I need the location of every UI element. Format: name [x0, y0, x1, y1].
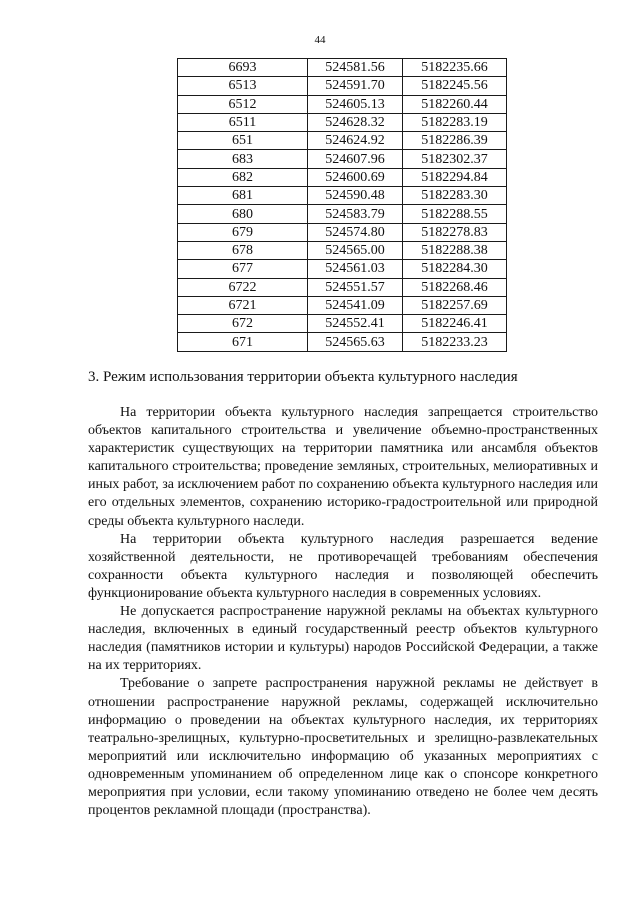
- table-row: [178, 168, 507, 186]
- table-row: [178, 278, 507, 296]
- paragraph-advertising-ban: Не допускается распространение наружной рекламы на объектах культурного наследия, включенных в единый государственный реестр объектов культурного наследия (памятников истории и культуры) народов Российской Федерации, а также на их территориях.: [88, 604, 598, 674]
- y-coordinate-cell: 5182288.55: [403, 205, 507, 223]
- point-number-cell: 6511: [178, 113, 308, 131]
- point-number-cell: 6693: [178, 59, 308, 77]
- paragraph-advertising-exception: Требование о запрете распространения наружной рекламы не действует в отношении распространение наружной рекламы, содержащей исключительно информацию о проведении на объектах культурного наследия, их территориях театрально-зрелищных, культурно-просветительных и зрелищно-развлекательных мероприятий или исключительно информацию об указанных мероприятиях с одновременным упоминанием об определенном лице как о спонсоре конкретного мероприятия при условии, если такому упоминанию отведено не более чем десять процентов рекламной площади (пространства).: [88, 676, 598, 819]
- x-coordinate-cell: 524583.79: [308, 205, 403, 223]
- point-number-cell: 678: [178, 241, 308, 259]
- table-row: [178, 150, 507, 168]
- point-number-cell: 679: [178, 223, 308, 241]
- y-coordinate-cell: 5182260.44: [403, 95, 507, 113]
- point-number-cell: 672: [178, 315, 308, 333]
- point-number-cell: 671: [178, 333, 308, 351]
- x-coordinate-cell: 524607.96: [308, 150, 403, 168]
- y-coordinate-cell: 5182235.66: [403, 59, 507, 77]
- table-row: [178, 59, 507, 77]
- table-row: [178, 205, 507, 223]
- point-number-cell: 6721: [178, 296, 308, 314]
- paragraph-permitted-activity: На территории объекта культурного наследия разрешается ведение хозяйственной деятельности, не противоречащей требованиям обеспечения сохранности объекта культурного наследия и позволяющей обеспечить функционирование объекта культурного наследия в современных условиях.: [88, 531, 598, 601]
- y-coordinate-cell: 5182286.39: [403, 132, 507, 150]
- x-coordinate-cell: 524591.70: [308, 77, 403, 95]
- y-coordinate-cell: 5182245.56: [403, 77, 507, 95]
- point-number-cell: 6512: [178, 95, 308, 113]
- table-row: [178, 296, 507, 314]
- table-row: [178, 260, 507, 278]
- table-row: [178, 241, 507, 259]
- table-row: [178, 95, 507, 113]
- point-number-cell: 683: [178, 150, 308, 168]
- y-coordinate-cell: 5182284.30: [403, 260, 507, 278]
- y-coordinate-cell: 5182278.83: [403, 223, 507, 241]
- y-coordinate-cell: 5182233.23: [403, 333, 507, 351]
- x-coordinate-cell: 524565.63: [308, 333, 403, 351]
- x-coordinate-cell: 524600.69: [308, 168, 403, 186]
- table-row: [178, 315, 507, 333]
- table-row: [178, 77, 507, 95]
- x-coordinate-cell: 524628.32: [308, 113, 403, 131]
- x-coordinate-cell: 524574.80: [308, 223, 403, 241]
- x-coordinate-cell: 524590.48: [308, 187, 403, 205]
- point-number-cell: 6513: [178, 77, 308, 95]
- table-row: [178, 223, 507, 241]
- table-row: [178, 187, 507, 205]
- x-coordinate-cell: 524561.03: [308, 260, 403, 278]
- point-number-cell: 682: [178, 168, 308, 186]
- y-coordinate-cell: 5182288.38: [403, 241, 507, 259]
- y-coordinate-cell: 5182257.69: [403, 296, 507, 314]
- point-number-cell: 681: [178, 187, 308, 205]
- section-title: 3. Режим использования территории объекта культурного наследия: [88, 369, 518, 385]
- table-row: [178, 113, 507, 131]
- y-coordinate-cell: 5182268.46: [403, 278, 507, 296]
- x-coordinate-cell: 524552.41: [308, 315, 403, 333]
- x-coordinate-cell: 524581.56: [308, 59, 403, 77]
- point-number-cell: 651: [178, 132, 308, 150]
- point-number-cell: 6722: [178, 278, 308, 296]
- table-row: [178, 132, 507, 150]
- y-coordinate-cell: 5182283.19: [403, 113, 507, 131]
- table-row: [178, 333, 507, 351]
- y-coordinate-cell: 5182294.84: [403, 168, 507, 186]
- page-number: 44: [314, 34, 326, 46]
- y-coordinate-cell: 5182302.37: [403, 150, 507, 168]
- y-coordinate-cell: 5182246.41: [403, 315, 507, 333]
- section-body: [88, 404, 598, 820]
- x-coordinate-cell: 524565.00: [308, 241, 403, 259]
- x-coordinate-cell: 524624.92: [308, 132, 403, 150]
- x-coordinate-cell: 524605.13: [308, 95, 403, 113]
- y-coordinate-cell: 5182283.30: [403, 187, 507, 205]
- point-number-cell: 680: [178, 205, 308, 223]
- coordinates-table: [177, 58, 507, 352]
- point-number-cell: 677: [178, 260, 308, 278]
- x-coordinate-cell: 524541.09: [308, 296, 403, 314]
- x-coordinate-cell: 524551.57: [308, 278, 403, 296]
- coordinates-table-body: [178, 59, 507, 352]
- paragraph-prohibitions: На территории объекта культурного наследия запрещается строительство объектов капитального строительства и увеличение объемно-пространственных характеристик существующих на территории памятника или ансамбля объектов капитального строительства; проведение земляных, строительных, мелиоративных и иных работ, за исключением работ по сохранению объекта культурного наследия или его отдельных элементов, сохранению историко-градостроительной или природной среды объекта культурного наследи.: [88, 405, 598, 529]
